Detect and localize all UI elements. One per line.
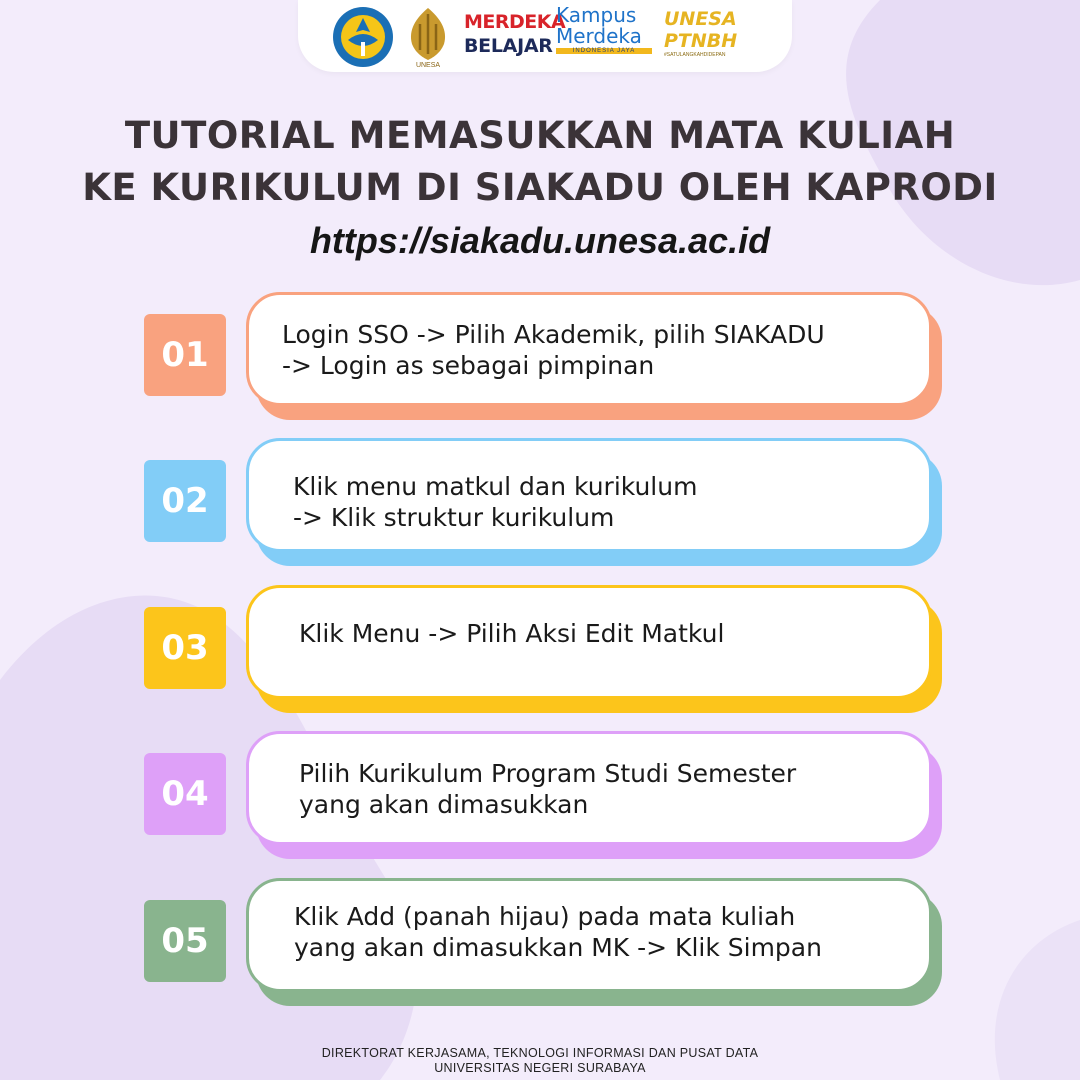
step-number-badge: 03 [144,607,226,689]
step-02 [0,438,1080,568]
step-text-line1: Klik Menu -> Pilih Aksi Edit Matkul [299,619,725,648]
unesa-ptnbh-tagline: #SATULANGKAHDIDEPAN [664,52,726,58]
step-text-line2: yang akan dimasukkan MK -> Klik Simpan [294,933,822,962]
merdeka-belajar-logo [464,10,566,58]
step-number-badge: 01 [144,314,226,396]
unesa-emblem-icon [398,4,458,68]
step-text-line2: -> Klik struktur kurikulum [293,503,615,532]
step-text-line2: yang akan dimasukkan [299,790,589,819]
tut-wuri-handayani-emblem-icon [332,6,394,68]
step-text-line2: -> Login as sebagai pimpinan [282,351,655,380]
logo-bar [298,0,792,72]
step-text-line1: Login SSO -> Pilih Akademik, pilih SIAKADU [282,320,825,349]
step-text-line1: Pilih Kurikulum Program Studi Semester [299,759,797,788]
step-03 [0,585,1080,715]
merdeka-belajar-line2: BELAJAR [464,35,553,57]
unesa-logo-caption: UNESA [415,62,441,68]
kampus-merdeka-line1: Kampus [556,3,637,27]
step-text [282,319,899,381]
footer-line2: UNIVERSITAS NEGERI SURABAYA [434,1061,646,1075]
step-number-badge: 05 [144,900,226,982]
footer [0,1046,1080,1076]
page-title-line1: TUTORIAL MEMASUKKAN MATA KULIAH [124,114,956,157]
step-number-badge: 02 [144,460,226,542]
step-text [293,471,899,533]
step-text [294,901,899,963]
step-01 [0,292,1080,422]
step-card [246,585,932,699]
footer-line1: DIREKTORAT KERJASAMA, TEKNOLOGI INFORMASI DAN PUSAT DATA [321,1046,759,1060]
step-card [246,438,932,552]
step-text-line1: Klik Add (panah hijau) pada mata kuliah [294,902,796,931]
unesa-ptnbh-line1: UNESA [664,8,737,30]
unesa-ptnbh-logo [664,8,750,58]
kampus-merdeka-logo [556,4,658,54]
step-number-badge: 04 [144,753,226,835]
step-text-line1: Klik menu matkul dan kurikulum [293,472,698,501]
kampus-merdeka-line2: Merdeka [556,24,642,48]
kampus-merdeka-tagline: INDONESIA JAYA [556,48,652,54]
step-04 [0,731,1080,861]
step-text [299,618,899,649]
step-card [246,292,932,406]
step-card [246,731,932,845]
merdeka-belajar-line1: MERDEKA [464,11,566,33]
step-text [299,758,899,820]
step-card [246,878,932,992]
step-05 [0,878,1080,1008]
unesa-ptnbh-line2: PTNBH [664,30,738,52]
siakadu-url[interactable]: https://siakadu.unesa.ac.id [309,220,771,261]
page-title-line2: KE KURIKULUM DI SIAKADU OLEH KAPRODI [82,166,998,209]
